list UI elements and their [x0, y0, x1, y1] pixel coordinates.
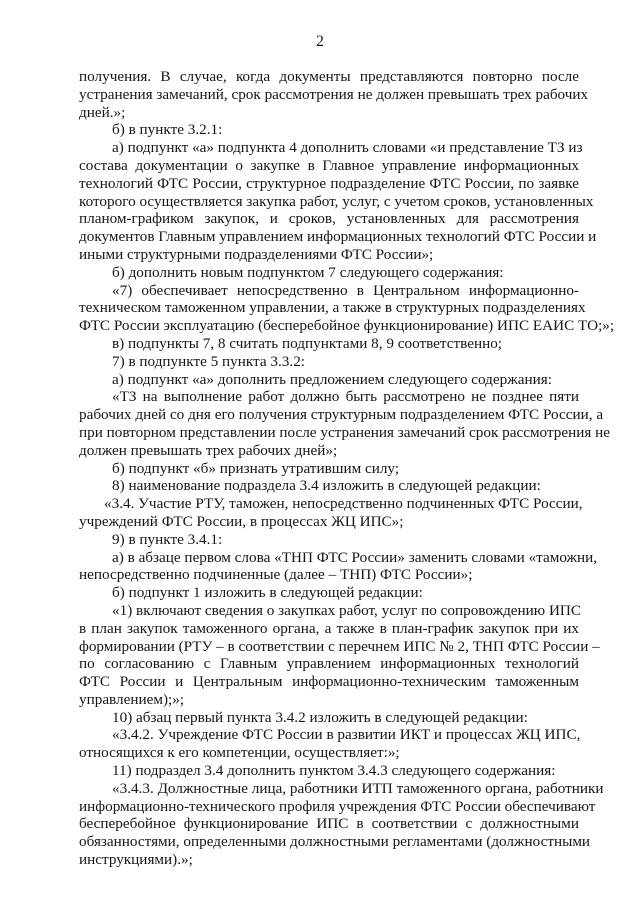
paragraph-line: «7) обеспечивает непосредственно в Центральном информационно- [112, 281, 579, 299]
paragraph-line: а) подпункт «а» дополнить предложением следующего содержания: [112, 370, 552, 388]
paragraph-line: иными структурными подразделениями ФТС России»; [79, 245, 434, 263]
paragraph [79, 726, 579, 762]
paragraph-line: 9) в пункте 3.4.1: [112, 530, 223, 548]
paragraph-line: ФТС России эксплуатацию (бесперебойное функционирование) ИПС ЕАИС ТО;»; [79, 317, 615, 335]
paragraph-line: которого осуществляется закупка работ, услуг, с учетом сроков, установленных [79, 192, 594, 210]
paragraph-line: управлением);»; [79, 690, 185, 708]
paragraph-line: обязанностями, определенными должностными регламентами (должностными [79, 833, 591, 851]
paragraph-line: 10) абзац первый пункта 3.4.2 изложить в следующей редакции: [112, 708, 528, 726]
paragraph-line: 11) подраздел 3.4 дополнить пунктом 3.4.3 следующего содержания: [112, 762, 556, 780]
paragraph-line: «3.4.3. Должностные лица, работники ИТП таможенного органа, работники [112, 779, 604, 797]
paragraph-line: информационно-технического профиля учреждения ФТС России обеспечивают [79, 797, 596, 815]
paragraph-line: ФТС России и Центральным информационно-техническим таможенным [79, 673, 579, 691]
paragraph [79, 477, 579, 495]
paragraph-line: инструкциями).»; [79, 851, 193, 869]
paragraph-line: должен превышать трех рабочих дней»; [79, 441, 338, 459]
paragraph-line: дней.»; [79, 103, 126, 121]
paragraph-line: б) подпункт 1 изложить в следующей редакции: [112, 584, 423, 602]
paragraph-line: в) подпункты 7, 8 считать подпунктами 8, 9 соответственно; [112, 334, 503, 352]
paragraph-line: «3.4.2. Учреждение ФТС России в развитии ИКТ и процессах ЖЦ ИПС, [112, 726, 581, 744]
paragraph-line: в план закупок таможенного органа, а также в план-график закупок при их [79, 619, 579, 637]
paragraph [79, 531, 579, 549]
paragraph-line: рабочих дней со дня его получения структурным подразделением ФТС России, а [79, 406, 604, 424]
paragraph [79, 584, 579, 602]
document-body [79, 68, 615, 869]
paragraph [79, 353, 579, 371]
paragraph-line: «3.4. Участие РТУ, таможен, непосредственно подчиненных ФТС России, [104, 495, 583, 513]
paragraph [79, 709, 579, 727]
paragraph-line: а) подпункт «а» подпункта 4 дополнить словами «и представление ТЗ из [112, 139, 583, 157]
paragraph [79, 264, 579, 282]
paragraph-line: планом-графиком закупок, и сроков, установленных для рассмотрения [79, 210, 579, 228]
paragraph-line: относящихся к его компетенции, осуществляет:»; [79, 744, 400, 762]
paragraph-line: 8) наименование подраздела 3.4 изложить в следующей редакции: [112, 477, 541, 495]
paragraph [79, 371, 579, 389]
paragraph [79, 548, 598, 585]
paragraph-line: «1) включают сведения о закупках работ, услуг по сопровождению ИПС [112, 601, 582, 619]
paragraph-line: по согласованию с Главным управлением информационных технологий [79, 655, 579, 673]
paragraph-line: состава документации о закупке в Главное управление информационных [79, 156, 579, 174]
paragraph [79, 601, 600, 709]
paragraph-line: учреждений ФТС России, в процессах ЖЦ ИПС»; [79, 512, 404, 530]
paragraph-line: технологий ФТС России, структурное подразделение ФТС России, по заявке [79, 174, 579, 192]
paragraph-line: «ТЗ на выполнение работ должно быть рассмотрено не позднее пяти [112, 388, 579, 406]
paragraph-line: бесперебойное функционирование ИПС в соответствии с должностными [79, 815, 579, 833]
paragraph-line: устранения замечаний, срок рассмотрения не должен превышать трех рабочих [79, 85, 589, 103]
paragraph [79, 68, 589, 121]
paragraph-line: техническом таможенном управлении, а также в структурных подразделениях [79, 299, 586, 317]
paragraph [79, 335, 579, 353]
paragraph [79, 779, 604, 869]
paragraph [79, 460, 579, 478]
paragraph-line: 7) в подпункте 5 пункта 3.3.2: [112, 352, 306, 370]
paragraph-line: б) дополнить новым подпунктом 7 следующего содержания: [112, 263, 504, 281]
paragraph-line: а) в абзаце первом слова «ТНП ФТС России» заменить словами «таможни, [112, 548, 598, 566]
paragraph-line: получения. В случае, когда документы представляются повторно после [79, 68, 579, 85]
paragraph-line: б) подпункт «б» признать утратившим силу; [112, 459, 400, 477]
paragraph [79, 139, 597, 264]
paragraph [79, 121, 579, 139]
paragraph-line: б) в пункте 3.2.1: [112, 121, 223, 139]
page-number: 2 [316, 33, 324, 50]
paragraph-line: формировании (РТУ – в соответствии с перечнем ИПС № 2, ТНП ФТС России – [79, 637, 600, 655]
paragraph-line: при повторном представлении после устранения замечаний срок рассмотрения не [79, 423, 611, 441]
paragraph [79, 281, 615, 335]
paragraph [79, 495, 583, 531]
paragraph [79, 762, 579, 780]
paragraph-line: непосредственно подчиненные (далее – ТНП) ФТС России»; [79, 566, 473, 584]
paragraph-line: документов Главным управлением информационных технологий ФТС России и [79, 228, 597, 246]
paragraph [79, 388, 611, 459]
